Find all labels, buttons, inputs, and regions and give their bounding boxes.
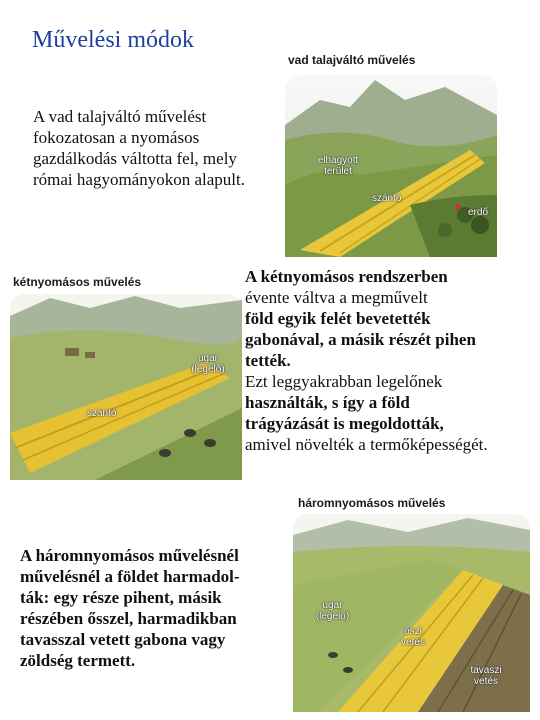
text-line: tavasszal vetett gabona vagy (20, 630, 226, 649)
text-line: A háromnyomásos művelésnél (20, 546, 239, 565)
autumn-sowing-label: őszi vetés (401, 626, 425, 648)
text-line: részében ősszel, harmadikban (20, 609, 237, 628)
text-line: évente váltva a megművelt (245, 288, 428, 307)
three-field-illustration (288, 490, 533, 715)
section2-text (245, 266, 540, 455)
three-field-title: háromnyomásos művelés (298, 496, 446, 510)
abandoned-area-label: elhagyott terület (317, 155, 359, 177)
two-field-title: kétnyomásos művelés (13, 275, 142, 289)
wild-rotation-drawing (280, 45, 500, 260)
wild-rotation-title: vad talajváltó művelés (288, 53, 416, 67)
two-field-drawing (5, 268, 245, 483)
text-line: A kétnyomásos rendszerben (245, 267, 448, 286)
fallow-label: ugar (legelő) (315, 600, 350, 622)
text-line: amivel növelték a termőképességét. (245, 435, 488, 454)
text-line: ták: egy része pihent, másik (20, 588, 222, 607)
forest-label: erdő (468, 207, 489, 218)
wild-rotation-illustration (280, 45, 500, 260)
fallow-label: ugar (legelő) (191, 353, 225, 375)
section1-text: A vad talajváltó művelést fokozatosan a nyomásos gazdálkodás váltotta fel, mely római hagyományokon alapult. (33, 107, 245, 189)
text-line: művelésnél a földet harmadol- (20, 567, 240, 586)
text-line: tették. (245, 351, 291, 370)
text-line: gabonával, a másik részét pihen (245, 330, 476, 349)
spring-sowing-label: tavaszi vetés (470, 665, 502, 687)
text-line: Ezt leggyakrabban legelőnek (245, 372, 443, 391)
text-line: trágyázását is megoldották, (245, 414, 444, 433)
text-line: használták, s így a föld (245, 393, 410, 412)
plowland-label: szántó (372, 193, 402, 204)
page-title: Művelési módok (32, 27, 194, 53)
text-line: zöldség termett. (20, 651, 136, 670)
two-field-illustration (5, 268, 245, 483)
section3-text (20, 545, 290, 671)
plowland-label: szántó (87, 408, 117, 419)
text-line: föld egyik felét bevetették (245, 309, 431, 328)
